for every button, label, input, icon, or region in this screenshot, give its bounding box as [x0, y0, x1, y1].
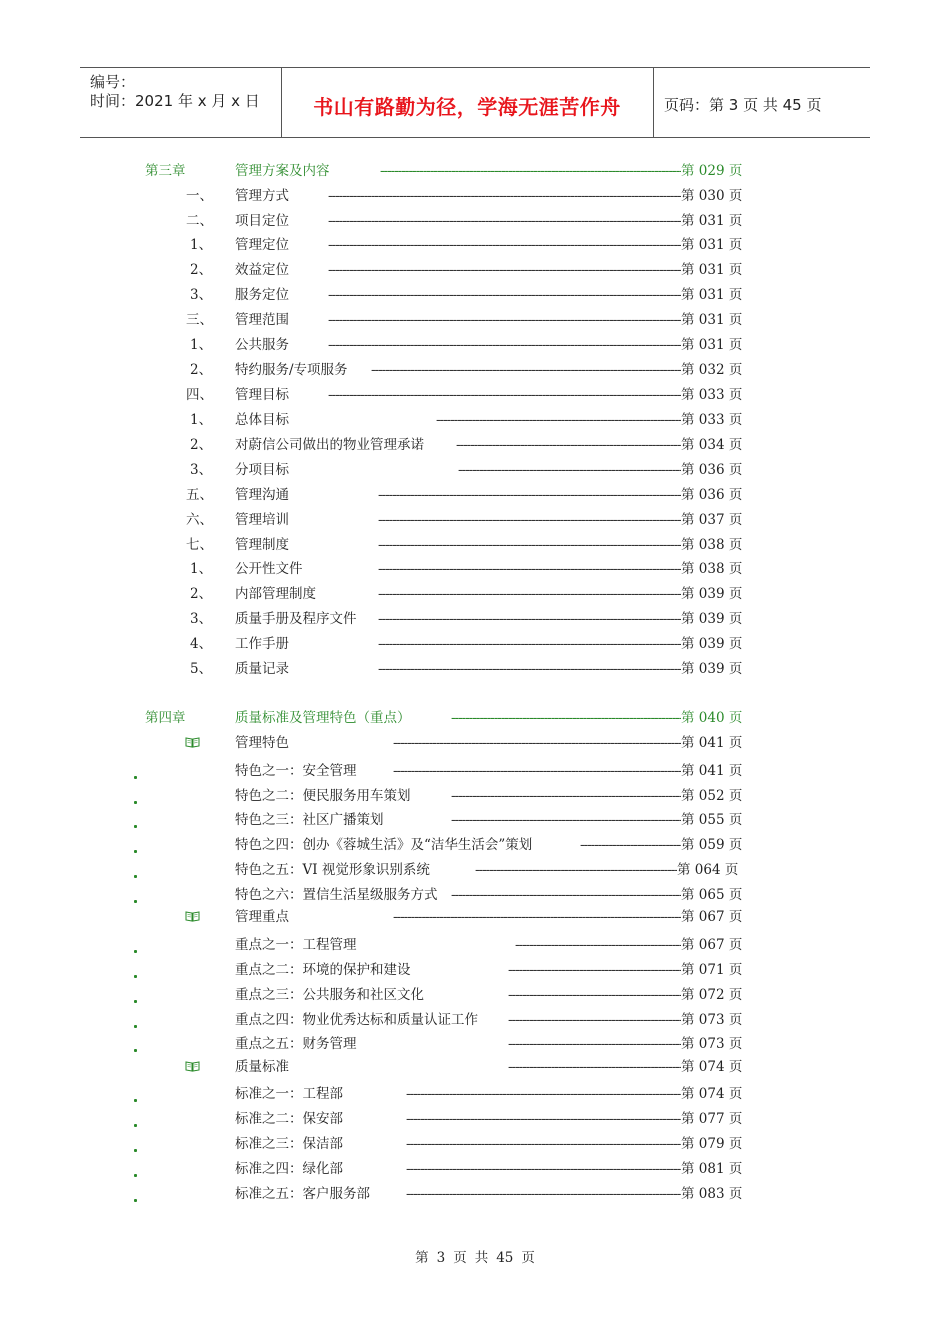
toc-entry-page: 第 071 页 [681, 962, 743, 978]
toc-entry-number: 1、 [190, 561, 213, 577]
toc-entry-title: 管理制度 [235, 537, 289, 553]
toc-entry-page: 第 041 页 [681, 763, 743, 779]
dotted-leader [515, 934, 681, 956]
toc-entry-page: 第 067 页 [681, 909, 743, 925]
toc-entry-page: 第 039 页 [681, 611, 743, 627]
toc-entry [0, 934, 950, 956]
toc-entry-title: 服务定位 [235, 287, 289, 303]
toc-entry [0, 459, 950, 481]
toc-entry [0, 809, 950, 831]
toc-entry-number: 三、 [186, 312, 213, 328]
bullet-dot-icon [134, 1099, 137, 1102]
toc-entry-number: 4、 [190, 636, 213, 652]
bullet-dot-icon [134, 801, 137, 804]
toc-entry-page: 第 039 页 [681, 636, 743, 652]
footer-page-number: 3 [436, 1250, 446, 1266]
toc-entry [0, 534, 950, 556]
toc-entry [0, 834, 950, 856]
book-icon [185, 737, 200, 748]
dotted-leader [328, 284, 681, 306]
toc-entry [0, 1158, 950, 1180]
toc-entry-page: 第 033 页 [681, 412, 743, 428]
toc-entry-title: 质量标准 [235, 1059, 289, 1075]
bullet-dot-icon [134, 1000, 137, 1003]
toc-entry-page: 第 065 页 [681, 887, 743, 903]
toc-entry-title: 特色之六：置信生活星级服务方式 [235, 887, 438, 903]
toc-entry [0, 707, 950, 729]
bullet-dot-icon [134, 1124, 137, 1127]
toc-entry-title: 管理沟通 [235, 487, 289, 503]
dotted-leader [328, 210, 681, 232]
toc-entry-page: 第 039 页 [681, 586, 743, 602]
dotted-leader [328, 234, 681, 256]
header-right-cell [654, 68, 870, 137]
toc-entry-page: 第 039 页 [681, 661, 743, 677]
toc-entry [0, 558, 950, 580]
toc-entry [0, 760, 950, 782]
toc-entry [0, 210, 950, 232]
dotted-leader [328, 185, 681, 207]
dotted-leader [508, 1009, 681, 1031]
dotted-leader [475, 859, 677, 881]
toc-entry [0, 984, 950, 1006]
toc-entry-page: 第 074 页 [681, 1086, 743, 1102]
dotted-leader [508, 984, 681, 1006]
dotted-leader [371, 359, 681, 381]
toc-entry-title: 标准之一：工程部 [235, 1086, 343, 1102]
dotted-leader [451, 884, 681, 906]
dotted-leader [406, 1083, 681, 1105]
toc-entry [0, 434, 950, 456]
toc-entry-page: 第 031 页 [681, 262, 743, 278]
toc-entry [0, 608, 950, 630]
toc-entry-title: 重点之四：物业优秀达标和质量认证工作 [235, 1012, 478, 1028]
toc-entry-title: 对蔚信公司做出的物业管理承诺 [235, 437, 424, 453]
footer-total-label: 共 [474, 1250, 489, 1266]
toc-entry-title: 标准之五：客户服务部 [235, 1186, 370, 1202]
dotted-leader [406, 1158, 681, 1180]
toc-entry-number: 七、 [186, 537, 213, 553]
toc-entry-page: 第 059 页 [681, 837, 743, 853]
toc-entry [0, 1133, 950, 1155]
bullet-dot-icon [134, 875, 137, 878]
bullet-dot-icon [134, 1199, 137, 1202]
toc-entry [0, 259, 950, 281]
toc-entry-number: 第三章 [145, 163, 186, 179]
toc-entry-page: 第 041 页 [681, 735, 743, 751]
toc-entry-title: 管理重点 [235, 909, 289, 925]
toc-entry [0, 284, 950, 306]
toc-entry-page: 第 033 页 [681, 387, 743, 403]
toc-entry-page: 第 052 页 [681, 788, 743, 804]
dotted-leader [508, 959, 681, 981]
toc-entry [0, 234, 950, 256]
toc-entry-title: 管理范围 [235, 312, 289, 328]
toc-entry-title: 内部管理制度 [235, 586, 316, 602]
bullet-dot-icon [134, 850, 137, 853]
header-page-info: 页码：第 3 页 共 45 页 [664, 96, 822, 114]
dotted-leader [328, 334, 681, 356]
toc-entry [0, 1033, 950, 1055]
toc-entry [0, 384, 950, 406]
toc-entry [0, 160, 950, 182]
dotted-leader [508, 1033, 681, 1055]
toc-entry-page: 第 083 页 [681, 1186, 743, 1202]
dotted-leader [393, 760, 681, 782]
dotted-leader [436, 409, 681, 431]
bullet-dot-icon [134, 975, 137, 978]
toc-entry-page: 第 040 页 [681, 710, 743, 726]
bullet-dot-icon [134, 900, 137, 903]
toc-entry-page: 第 037 页 [681, 512, 743, 528]
page-header [80, 67, 870, 138]
toc-entry-page: 第 038 页 [681, 561, 743, 577]
toc-entry-page: 第 079 页 [681, 1136, 743, 1152]
toc-entry-title: 重点之五：财务管理 [235, 1036, 357, 1052]
book-icon [185, 911, 200, 922]
toc-entry-page: 第 073 页 [681, 1036, 743, 1052]
toc-entry-page: 第 074 页 [681, 1059, 743, 1075]
toc-entry-page: 第 036 页 [681, 462, 743, 478]
dotted-leader [378, 509, 681, 531]
toc-entry [0, 906, 950, 928]
dotted-leader [393, 732, 681, 754]
toc-entry-title: 管理方式 [235, 188, 289, 204]
dotted-leader [378, 558, 681, 580]
dotted-leader [458, 459, 681, 481]
dotted-leader [406, 1108, 681, 1130]
toc-entry [0, 658, 950, 680]
toc-entry [0, 1108, 950, 1130]
toc-entry-number: 六、 [186, 512, 213, 528]
header-motto: 书山有路勤为径，学海无涯苦作舟 [313, 95, 621, 119]
toc-entry-page: 第 034 页 [681, 437, 743, 453]
toc-entry-title: 特色之五：VI 视觉形象识别系统 [235, 862, 430, 878]
toc-entry [0, 1056, 950, 1078]
toc-entry [0, 509, 950, 531]
document-date: 时间：2021 年 x 月 x 日 [90, 92, 260, 110]
toc-entry-title: 管理方案及内容 [235, 163, 330, 179]
toc-entry-title: 公开性文件 [235, 561, 303, 577]
dotted-leader [451, 707, 681, 729]
dotted-leader [378, 583, 681, 605]
toc-entry-page: 第 055 页 [681, 812, 743, 828]
bullet-dot-icon [134, 776, 137, 779]
toc-entry-page: 第 031 页 [681, 213, 743, 229]
toc-entry [0, 1183, 950, 1205]
toc-entry [0, 859, 950, 881]
dotted-leader [456, 434, 681, 456]
toc-entry [0, 1083, 950, 1105]
toc-entry-page: 第 031 页 [681, 237, 743, 253]
toc-entry-title: 管理培训 [235, 512, 289, 528]
toc-entry-page: 第 032 页 [681, 362, 743, 378]
bullet-dot-icon [134, 825, 137, 828]
toc-entry-number: 1、 [190, 412, 213, 428]
dotted-leader [380, 160, 681, 182]
toc-entry-title: 总体目标 [235, 412, 289, 428]
toc-entry-page: 第 064 页 [677, 862, 739, 878]
toc-entry [0, 583, 950, 605]
toc-entry-number: 3、 [190, 462, 213, 478]
toc-entry [0, 484, 950, 506]
toc-entry-number: 2、 [190, 437, 213, 453]
toc-entry-title: 管理目标 [235, 387, 289, 403]
dotted-leader [378, 633, 681, 655]
toc-entry-number: 2、 [190, 586, 213, 602]
page-footer [0, 1246, 950, 1266]
document-number-label: 编号： [90, 73, 136, 91]
toc-entry-page: 第 031 页 [681, 312, 743, 328]
toc-entry-number: 3、 [190, 287, 213, 303]
bullet-dot-icon [134, 1149, 137, 1152]
toc-entry-title: 管理定位 [235, 237, 289, 253]
toc-entry [0, 409, 950, 431]
footer-total-number: 45 [496, 1250, 514, 1266]
header-left-cell [80, 68, 282, 137]
dotted-leader [406, 1133, 681, 1155]
toc-entry-title: 公共服务 [235, 337, 289, 353]
toc-entry-title: 特色之四：创办《蓉城生活》及“洁华生活会”策划 [235, 837, 533, 853]
dotted-leader [378, 608, 681, 630]
toc-entry-title: 效益定位 [235, 262, 289, 278]
toc-entry-page: 第 038 页 [681, 537, 743, 553]
toc-entry-page: 第 029 页 [681, 163, 743, 179]
toc-entry [0, 1009, 950, 1031]
bullet-dot-icon [134, 1174, 137, 1177]
toc-entry-number: 五、 [186, 487, 213, 503]
footer-page-unit: 页 [453, 1250, 467, 1266]
toc-entry-title: 工作手册 [235, 636, 289, 652]
toc-entry-title: 管理特色 [235, 735, 289, 751]
toc-entry-number: 3、 [190, 611, 213, 627]
toc-entry-page: 第 031 页 [681, 337, 743, 353]
dotted-leader [378, 534, 681, 556]
toc-entry-title: 特色之一：安全管理 [235, 763, 357, 779]
dotted-leader [378, 658, 681, 680]
dotted-leader [580, 834, 681, 856]
bullet-dot-icon [134, 1049, 137, 1052]
toc-entry-number: 1、 [190, 237, 213, 253]
dotted-leader [328, 384, 681, 406]
toc-entry [0, 959, 950, 981]
toc-entry [0, 359, 950, 381]
toc-entry-page: 第 067 页 [681, 937, 743, 953]
toc-entry-title: 特约服务/专项服务 [235, 362, 348, 378]
footer-page-label: 第 [415, 1250, 429, 1266]
toc-entry-number: 1、 [190, 337, 213, 353]
toc-entry [0, 785, 950, 807]
dotted-leader [328, 309, 681, 331]
toc-entry-number: 第四章 [145, 710, 186, 726]
toc-entry-page: 第 077 页 [681, 1111, 743, 1127]
dotted-leader [451, 785, 681, 807]
toc-entry [0, 334, 950, 356]
dotted-leader [328, 259, 681, 281]
toc-entry [0, 185, 950, 207]
toc-entry-number: 5、 [190, 661, 213, 677]
header-middle-cell [281, 68, 654, 137]
toc-entry-page: 第 073 页 [681, 1012, 743, 1028]
toc-entry-number: 二、 [186, 213, 213, 229]
toc-entry-number: 2、 [190, 362, 213, 378]
toc-entry [0, 633, 950, 655]
toc-entry-title: 标准之四：绿化部 [235, 1161, 343, 1177]
toc-entry-page: 第 081 页 [681, 1161, 743, 1177]
toc-entry-title: 标准之三：保洁部 [235, 1136, 343, 1152]
toc-entry-title: 重点之一：工程管理 [235, 937, 357, 953]
toc-entry-title: 分项目标 [235, 462, 289, 478]
dotted-leader [393, 906, 681, 928]
toc-entry-title: 特色之三：社区广播策划 [235, 812, 384, 828]
toc-entry-page: 第 031 页 [681, 287, 743, 303]
toc-entry-title: 重点之二：环境的保护和建设 [235, 962, 411, 978]
toc-entry-number: 一、 [186, 188, 213, 204]
toc-entry-number: 四、 [186, 387, 213, 403]
dotted-leader [406, 1183, 681, 1205]
dotted-leader [508, 1056, 681, 1078]
toc-entry-title: 重点之三：公共服务和社区文化 [235, 987, 424, 1003]
toc-entry-title: 标准之二：保安部 [235, 1111, 343, 1127]
toc-entry-number: 2、 [190, 262, 213, 278]
toc-entry-title: 质量记录 [235, 661, 289, 677]
book-icon [185, 1061, 200, 1072]
toc-entry [0, 309, 950, 331]
toc-entry-page: 第 036 页 [681, 487, 743, 503]
toc-entry [0, 884, 950, 906]
toc-entry-page: 第 072 页 [681, 987, 743, 1003]
toc-entry-page: 第 030 页 [681, 188, 743, 204]
toc-entry-title: 特色之二：便民服务用车策划 [235, 788, 411, 804]
toc-entry-title: 项目定位 [235, 213, 289, 229]
dotted-leader [451, 809, 681, 831]
bullet-dot-icon [134, 950, 137, 953]
bullet-dot-icon [134, 1025, 137, 1028]
toc-entry [0, 732, 950, 754]
toc-entry-title: 质量标准及管理特色（重点） [235, 710, 411, 726]
footer-total-unit: 页 [521, 1250, 535, 1266]
toc-entry-title: 质量手册及程序文件 [235, 611, 357, 627]
dotted-leader [378, 484, 681, 506]
